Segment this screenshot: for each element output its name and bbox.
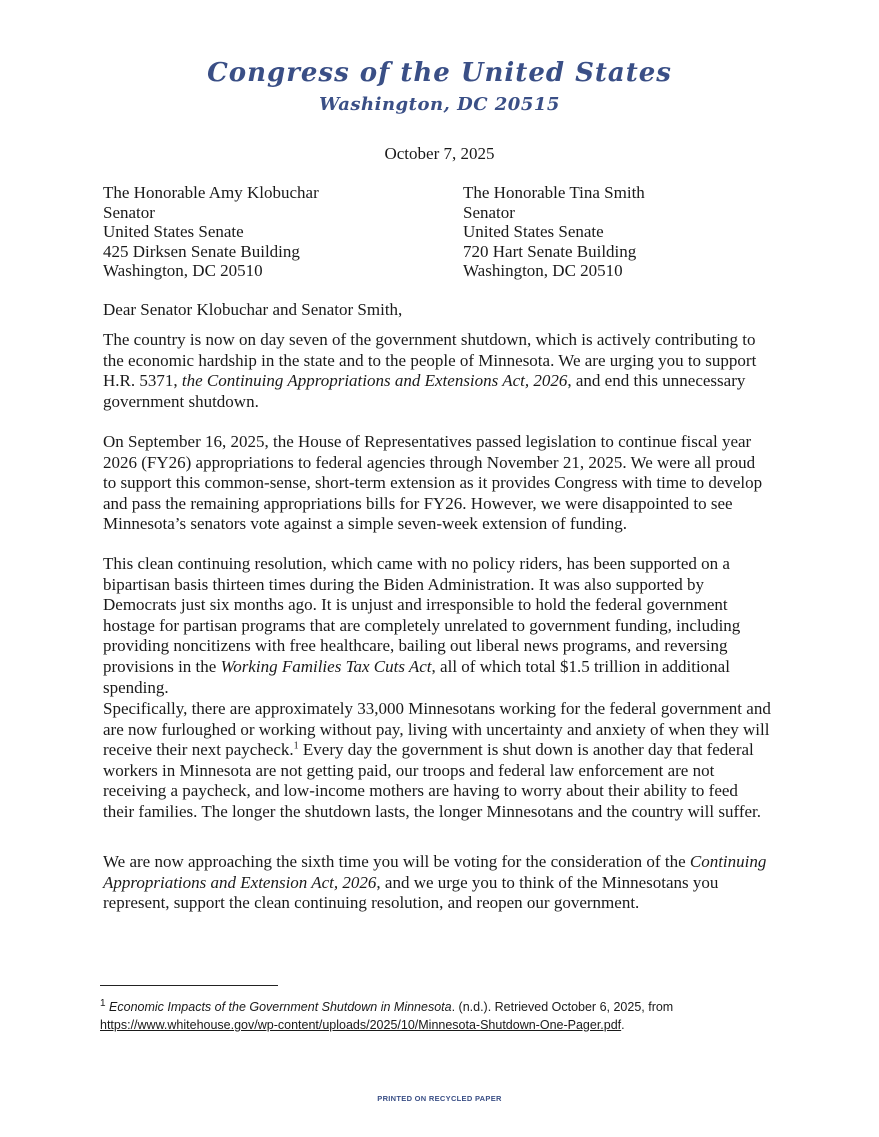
recipient-address-right [463, 183, 645, 281]
paragraph-3 [103, 554, 771, 698]
footnote-divider [100, 985, 278, 986]
paragraph-text: We are now approaching the sixth time you will be voting for the consideration of the [103, 852, 690, 871]
paragraph-text: , and we urge you to think of the Minnesotans you represent, support the clean continuing resolution, and reopen our government. [103, 872, 719, 913]
recipient-title: Senator [463, 202, 515, 222]
recipient-city: Washington, DC 20510 [463, 261, 623, 280]
salutation: Dear Senator Klobuchar and Senator Smith, [103, 300, 403, 319]
letterhead-title: Congress of the United States [207, 58, 672, 88]
paragraph-text: Every day the government is shut down is another day that federal workers in Minnesota are not getting paid, our troops and federal law enforcement are not receiving a paycheck, and low-income mothers are having to worry about their ability to feed their families. The longer the shutdown lasts, the longer Minnesotans and the country will suffer. [103, 740, 761, 821]
recipient-address-left [103, 183, 319, 281]
recipient-name: The Honorable Amy Klobuchar [103, 183, 319, 202]
letterhead-subtitle: Washington, DC 20515 [319, 94, 560, 115]
paragraph-2: On September 16, 2025, the House of Representatives passed legislation to continue fiscal year 2026 (FY26) appropriations to federal agencies through November 21, 2025. We were all proud to support this common-sense, short-term extension as it provides Congress with time to develop and pass the remaining appropriations bills for FY26. However, we were disappointed to see Minnesota’s senators vote against a simple seven-week extension of funding. [103, 432, 763, 534]
paragraph-text: This clean continuing resolution, which came with no policy riders, has been supported on a bipartisan basis thirteen times during the Biden Administration. It was also supported by Democrats just six months ago. It is unjust and irresponsible to hold the federal government hostage for partisan programs that are completely unrelated to government funding, including providing noncitizens with free healthcare, bailing out liberal news programs, and reversing provisions in the [103, 554, 741, 676]
paragraph-5 [103, 852, 771, 914]
paragraph-1 [103, 330, 771, 412]
recipient-body: United States Senate [463, 222, 604, 241]
act-title: Working Families Tax Cuts Act [220, 656, 432, 676]
recipient-city: Washington, DC 20510 [103, 261, 263, 280]
footnote-link[interactable]: https://www.whitehouse.gov/wp-content/uploads/2025/10/Minnesota-Shutdown-One-Pager.pdf [100, 1018, 622, 1032]
footnote-source-title: Economic Impacts of the Government Shutdown in Minnesota [109, 1000, 452, 1014]
paragraph-text: , and end this unnecessary government shutdown. [103, 371, 746, 411]
paragraph-text: , all of which total $1.5 trillion in additional spending. [103, 656, 730, 697]
recipient-name: The Honorable Tina Smith [463, 183, 645, 202]
act-title: the Continuing Appropriations and Extensions Act, 2026 [181, 371, 568, 391]
footnote-citation: . (n.d.). Retrieved October 6, 2025, from [451, 1000, 674, 1014]
footnote-end: . [621, 1018, 625, 1032]
paragraph-text: The country is now on day seven of the government shutdown, which is actively contributing to the economic hardship in the state and to the people of Minnesota. We are urging you to support H.R. 5371, [103, 330, 757, 391]
letter-date: October 7, 2025 [384, 144, 495, 163]
recipient-office: 425 Dirksen Senate Building [103, 241, 300, 261]
recycled-paper-note: PRINTED ON RECYCLED PAPER [377, 1094, 502, 1103]
recipient-body: United States Senate [103, 222, 244, 241]
recipient-title: Senator [103, 202, 155, 222]
paragraph-text: Specifically, there are approximately 33,000 Minnesotans working for the federal government and are now furloughed or working without pay, living with uncertainty and anxiety of when they will receive their next paycheck. [103, 699, 771, 760]
footnote [100, 998, 800, 1034]
paragraph-4 [103, 699, 771, 823]
recipient-office: 720 Hart Senate Building [463, 241, 637, 261]
footnote-ref[interactable]: 1 [293, 740, 299, 752]
act-title: Continuing Appropriations and Extension Act, 2026 [103, 852, 767, 892]
footnote-number: 1 [100, 997, 106, 1009]
